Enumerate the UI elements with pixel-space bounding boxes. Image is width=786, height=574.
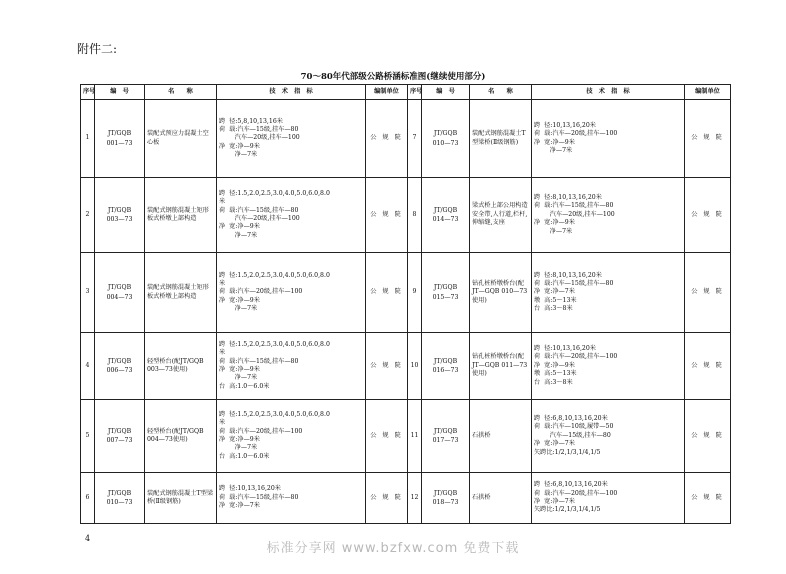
spec-line: 米 bbox=[219, 419, 226, 427]
header-row bbox=[81, 85, 731, 100]
code-line: JT/GQB bbox=[107, 130, 132, 138]
code-cell bbox=[95, 253, 145, 333]
header-spec: 技 术 指 标 bbox=[217, 85, 366, 100]
spec-cell bbox=[217, 178, 366, 253]
spec-line: 荷 载:汽车—20级,挂车—100 bbox=[219, 427, 303, 435]
unit-cell: 公 规 院 bbox=[685, 253, 731, 333]
code-line: 010—73 bbox=[432, 139, 459, 147]
standards-table bbox=[80, 84, 731, 524]
name-cell: 轻型桥台(配JT/GQB 004—73使用) bbox=[145, 400, 217, 473]
spec-line: 跨 径:6,8,10,13,16,20米 bbox=[534, 415, 608, 423]
spec-line: 净 宽:净—9米 bbox=[219, 436, 260, 443]
spec-line: 跨 径:10,13,16,20米 bbox=[534, 121, 596, 129]
spec-line: 米 bbox=[219, 279, 226, 287]
spec-line: 净—7米 bbox=[219, 444, 258, 452]
spec-line: 台 高:1.0～6.0米 bbox=[219, 382, 270, 390]
code-line: JT/GQB bbox=[433, 427, 458, 435]
spec-line: 荷 载:汽车—15级,挂车—80 bbox=[534, 279, 614, 287]
table-row bbox=[81, 253, 731, 333]
unit-cell: 公 规 院 bbox=[366, 333, 408, 400]
spec-line: 荷 载:汽车—20级,挂车—100 bbox=[534, 353, 618, 361]
code-line: 001—73 bbox=[106, 139, 133, 147]
code-line: 003—73 bbox=[106, 216, 133, 223]
spec-line: 米 bbox=[219, 198, 226, 206]
name-cell: 装配式预应力混凝土空心板 bbox=[145, 100, 217, 178]
seq-cell: 1 bbox=[81, 100, 95, 178]
spec-line: 荷 载:汽车—10级,履带—50 bbox=[534, 423, 614, 431]
code-line: JT/GQB bbox=[107, 206, 132, 214]
spec-line: 净 宽:净—9米 bbox=[219, 366, 260, 373]
code-line: 014—73 bbox=[432, 216, 459, 223]
attachment-label: 附件二: bbox=[77, 42, 118, 56]
code-line: 017—73 bbox=[432, 437, 459, 444]
spec-line: 净 宽:净—9米 bbox=[534, 219, 575, 227]
unit-cell: 公 规 院 bbox=[685, 178, 731, 253]
page-number: 4 bbox=[85, 534, 91, 543]
code-cell bbox=[422, 178, 470, 253]
seq-cell: 11 bbox=[408, 400, 422, 473]
table-row bbox=[81, 473, 731, 524]
code-cell bbox=[422, 253, 470, 333]
spec-line: 荷 载:汽车—20级,挂车—100 bbox=[534, 489, 618, 497]
spec-line: 汽车—20级,挂车—100 bbox=[219, 134, 300, 142]
code-cell bbox=[422, 473, 470, 524]
spec-line: 荷 载:汽车—15级,挂车—80 bbox=[219, 493, 299, 501]
code-cell bbox=[95, 473, 145, 524]
spec-line: 跨 径:1.5,2.0,2.5,3.0,4.0,5.0,6.0,8.0 bbox=[219, 410, 330, 418]
spec-cell bbox=[532, 333, 685, 400]
spec-cell bbox=[532, 253, 685, 333]
unit-cell: 公 规 院 bbox=[685, 400, 731, 473]
spec-line: 荷 载:汽车—15级,挂车—80 bbox=[534, 202, 614, 210]
spec-line: 净 宽:净—9米 bbox=[219, 296, 260, 304]
spec-line: 台 高:1.0～6.0米 bbox=[219, 452, 270, 460]
name-cell: 装配式钢筋混凝土矩形板式桥墩上部构造 bbox=[145, 178, 217, 253]
spec-line: 净 宽:净—9米 bbox=[219, 223, 260, 231]
header-name: 名 称 bbox=[145, 85, 217, 100]
spec-line: 跨 径:10,13,16,20米 bbox=[219, 485, 281, 493]
spec-cell bbox=[532, 100, 685, 178]
seq-cell: 9 bbox=[408, 253, 422, 333]
code-line: 015—73 bbox=[432, 293, 459, 301]
spec-line: 净 宽:净—9米 bbox=[534, 361, 575, 369]
spec-line: 墩 高:5～13米 bbox=[534, 370, 577, 378]
spec-line: 净—7米 bbox=[534, 146, 573, 154]
spec-line: 净 宽:净—7米 bbox=[219, 502, 260, 510]
code-line: 004—73 bbox=[106, 293, 133, 301]
table-row bbox=[81, 100, 731, 178]
table-title: 70～80年代部级公路桥涵标准图(继续使用部分) bbox=[300, 72, 486, 82]
spec-cell bbox=[217, 333, 366, 400]
seq-cell: 5 bbox=[81, 400, 95, 473]
footer-watermark: 标准分享网 www.bzfxw.com 免费下载 bbox=[266, 541, 520, 556]
spec-line: 跨 径:10,13,16,20米 bbox=[534, 345, 596, 353]
spec-line: 汽车—15级,挂车—80 bbox=[534, 431, 611, 439]
code-line: 016—73 bbox=[432, 367, 459, 374]
seq-cell: 6 bbox=[81, 473, 95, 524]
seq-cell: 10 bbox=[408, 333, 422, 400]
spec-line: 台 高:3～8米 bbox=[534, 305, 573, 313]
spec-line: 净 宽:净—9米 bbox=[219, 142, 260, 150]
code-line: JT/GQB bbox=[433, 130, 458, 138]
header-unit: 编制单位 bbox=[366, 85, 408, 100]
spec-line: 矢跨比:1/2,1/3,1/4,1/5 bbox=[534, 448, 601, 456]
spec-line: 净 宽:净—7米 bbox=[534, 440, 575, 448]
table-row bbox=[81, 333, 731, 400]
seq-cell: 12 bbox=[408, 473, 422, 524]
seq-cell: 7 bbox=[408, 100, 422, 178]
code-cell bbox=[422, 333, 470, 400]
spec-line: 净 宽:净—7米 bbox=[534, 498, 575, 505]
code-line: JT/GQB bbox=[433, 284, 458, 292]
spec-line: 净—7米 bbox=[219, 305, 258, 313]
code-line: JT/GQB bbox=[433, 357, 458, 365]
code-line: JT/GQB bbox=[107, 427, 132, 435]
unit-cell: 公 规 院 bbox=[366, 473, 408, 524]
spec-line: 跨 径:1.5,2.0,2.5,3.0,4.0,5.0,6.0,8.0 bbox=[219, 340, 330, 348]
spec-cell bbox=[532, 400, 685, 473]
name-cell: 轻型桥台(配JT/GQB 003—73使用) bbox=[145, 333, 217, 400]
spec-cell bbox=[532, 178, 685, 253]
spec-line: 台 高:3～8米 bbox=[534, 378, 573, 386]
code-line: JT/GQB bbox=[107, 357, 132, 365]
spec-line: 跨 径:1.5,2.0,2.5,3.0,4.0,5.0,6.0,8.0 bbox=[219, 271, 330, 279]
table-row bbox=[81, 178, 731, 253]
code-line: JT/GQB bbox=[433, 206, 458, 214]
name-cell: 梁式桥上部公用构造 安全带,人行道,栏杆,伸缩缝,支座 bbox=[470, 178, 532, 253]
code-cell bbox=[422, 100, 470, 178]
name-cell: 装配式钢筋混凝土矩形板式桥墩上部构造 bbox=[145, 253, 217, 333]
code-cell bbox=[422, 400, 470, 473]
spec-line: 净 宽:净—7米 bbox=[534, 288, 575, 296]
header-seq: 序号 bbox=[81, 85, 95, 100]
seq-cell: 8 bbox=[408, 178, 422, 253]
code-line: JT/GQB bbox=[433, 489, 458, 497]
spec-line: 跨 径:8,10,13,16,20米 bbox=[534, 194, 602, 202]
table-row bbox=[81, 400, 731, 473]
name-cell: 石拱桥 bbox=[470, 400, 532, 473]
spec-line: 净 宽:净—9米 bbox=[534, 138, 575, 146]
code-cell bbox=[95, 333, 145, 400]
code-cell bbox=[95, 400, 145, 473]
header-spec: 技 术 指 标 bbox=[532, 85, 685, 100]
code-line: 006—73 bbox=[106, 367, 133, 374]
spec-line: 跨 径:8,10,13,16,20米 bbox=[534, 271, 602, 279]
name-cell: 石拱桥 bbox=[470, 473, 532, 524]
spec-line: 荷 载:汽车—15级,挂车—80 bbox=[219, 357, 299, 365]
header-unit: 编制单位 bbox=[685, 85, 731, 100]
name-cell: 钻孔桩桥墩桥台(配JT—GQB 010—73使用) bbox=[470, 253, 532, 333]
seq-cell: 2 bbox=[81, 178, 95, 253]
spec-line: 墩 高:5～13米 bbox=[534, 296, 577, 304]
spec-line: 米 bbox=[219, 349, 226, 357]
spec-cell bbox=[217, 100, 366, 178]
spec-line: 净—7米 bbox=[534, 227, 573, 235]
unit-cell: 公 规 院 bbox=[685, 100, 731, 178]
spec-line: 荷 载:汽车—15级,挂车—80 bbox=[219, 206, 299, 214]
spec-line: 荷 载:汽车—20级,挂车—100 bbox=[219, 288, 303, 296]
spec-line: 矢跨比:1/2,1/3,1/4,1/5 bbox=[534, 506, 601, 514]
header-name: 名 称 bbox=[470, 85, 532, 100]
seq-cell: 3 bbox=[81, 253, 95, 333]
name-cell: 钻孔桩桥墩桥台(配JT—GQB 011—73使用) bbox=[470, 333, 532, 400]
spec-cell bbox=[217, 400, 366, 473]
spec-line: 汽车—20级,挂车—100 bbox=[534, 210, 615, 218]
code-cell bbox=[95, 100, 145, 178]
spec-line: 荷 载:汽车—20级,挂车—100 bbox=[534, 130, 618, 138]
spec-line: 汽车—20级,挂车—100 bbox=[219, 215, 300, 222]
header-code: 编 号 bbox=[95, 85, 145, 100]
code-line: 010—73 bbox=[106, 499, 133, 506]
unit-cell: 公 规 院 bbox=[366, 100, 408, 178]
name-cell: 装配式钢筋混凝土T型梁桥(Ⅱ级钢筋) bbox=[145, 473, 217, 524]
seq-cell: 4 bbox=[81, 333, 95, 400]
spec-line: 净—7米 bbox=[219, 231, 258, 239]
spec-cell bbox=[532, 473, 685, 524]
header-seq: 序号 bbox=[408, 85, 422, 100]
code-line: 018—73 bbox=[432, 499, 459, 506]
spec-cell bbox=[217, 473, 366, 524]
unit-cell: 公 规 院 bbox=[685, 473, 731, 524]
spec-cell bbox=[217, 253, 366, 333]
spec-line: 荷 载:汽车—15级,挂车—80 bbox=[219, 125, 299, 133]
spec-line: 跨 径:6,8,10,13,16,20米 bbox=[534, 481, 608, 489]
spec-line: 净—7米 bbox=[219, 374, 258, 382]
header-code: 编 号 bbox=[422, 85, 470, 100]
spec-line: 净—7米 bbox=[219, 151, 258, 159]
unit-cell: 公 规 院 bbox=[685, 333, 731, 400]
unit-cell: 公 规 院 bbox=[366, 253, 408, 333]
code-cell bbox=[95, 178, 145, 253]
spec-line: 跨 径:1.5,2.0,2.5,3.0,4.0,5.0,6.0,8.0 bbox=[219, 189, 330, 197]
unit-cell: 公 规 院 bbox=[366, 400, 408, 473]
code-line: 007—73 bbox=[106, 437, 133, 444]
name-cell: 装配式钢筋混凝土T型梁桥(Ⅱ级钢筋) bbox=[470, 100, 532, 178]
spec-line: 跨 径:5,8,10,13,16米 bbox=[219, 117, 283, 125]
code-line: JT/GQB bbox=[107, 489, 132, 497]
unit-cell: 公 规 院 bbox=[366, 178, 408, 253]
code-line: JT/GQB bbox=[107, 284, 132, 292]
